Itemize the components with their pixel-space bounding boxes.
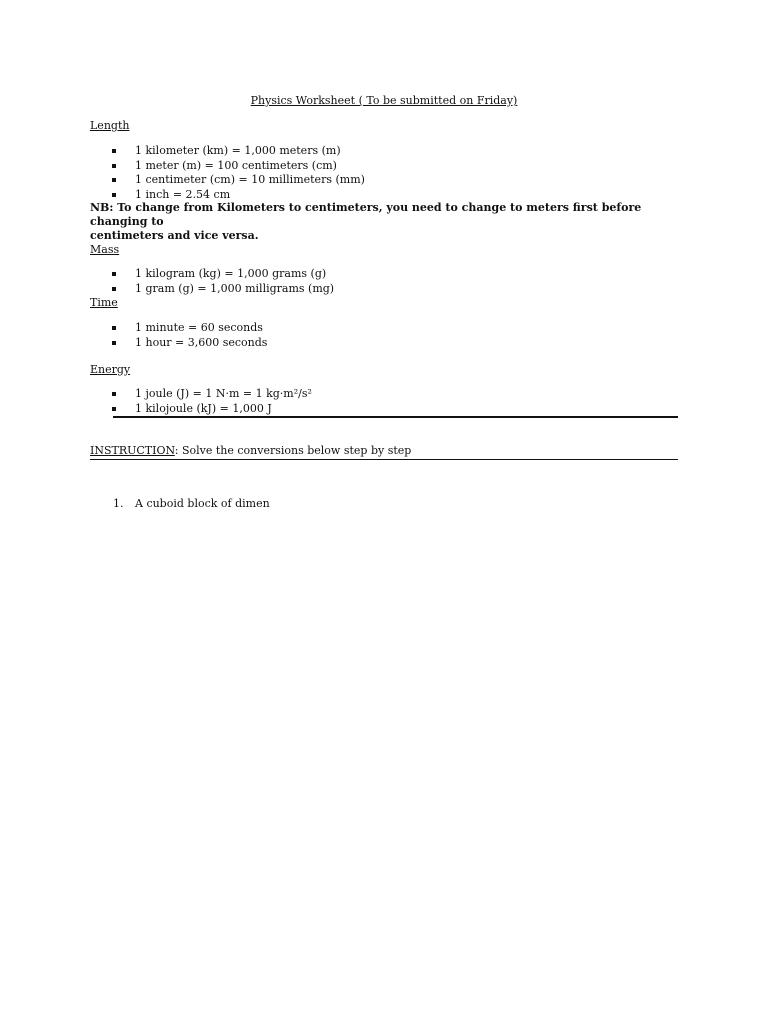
square-bullet-icon: [112, 287, 116, 291]
square-bullet-icon: [112, 392, 116, 396]
worksheet-title: Physics Worksheet ( To be submitted on Friday): [250, 94, 518, 107]
time-conversion-list: [0, 321, 267, 350]
square-bullet-icon: [112, 178, 116, 182]
mass-conversion-list: [0, 267, 334, 296]
square-bullet-icon: [112, 272, 116, 276]
list-item: 1 kilometer (km) = 1,000 meters (m): [0, 144, 365, 159]
instruction-label: INSTRUCTION: [90, 444, 175, 457]
list-item: 1 kilojoule (kJ) = 1,000 J: [0, 402, 312, 417]
section-divider: [113, 416, 678, 418]
square-bullet-icon: [112, 341, 116, 345]
list-item: 1 hour = 3,600 seconds: [0, 336, 267, 351]
question-text: A cuboid block of dimen: [135, 497, 270, 510]
list-item: 1 meter (m) = 100 centimeters (cm): [0, 159, 365, 174]
length-conversion-list: [0, 144, 365, 202]
list-item: 1 centimeter (cm) = 10 millimeters (mm): [0, 173, 365, 188]
section-heading-energy: Energy: [90, 363, 131, 376]
list-item: 1 gram (g) = 1,000 milligrams (mg): [0, 282, 334, 297]
section-heading-length: Length: [90, 119, 130, 132]
list-item: 1 kilogram (kg) = 1,000 grams (g): [0, 267, 334, 282]
square-bullet-icon: [112, 193, 116, 197]
square-bullet-icon: [112, 326, 116, 330]
list-item: 1 minute = 60 seconds: [0, 321, 267, 336]
square-bullet-icon: [112, 164, 116, 168]
section-heading-time: Time: [90, 296, 118, 309]
list-item: 1 joule (J) = 1 N·m = 1 kg·m²/s²: [0, 387, 312, 402]
energy-conversion-list: [0, 387, 312, 416]
list-item: 1 inch = 2.54 cm: [0, 188, 365, 203]
square-bullet-icon: [112, 149, 116, 153]
section-heading-mass: Mass: [90, 243, 120, 256]
instruction-line: [90, 444, 411, 458]
instruction-text: : Solve the conversions below step by step: [174, 444, 412, 457]
instruction-divider: [90, 459, 678, 460]
question-number: 1.: [113, 497, 124, 510]
square-bullet-icon: [112, 407, 116, 411]
length-note: NB: To change from Kilometers to centimeters, you need to change to meters first before changing to centimeters and vice versa.: [90, 201, 642, 242]
